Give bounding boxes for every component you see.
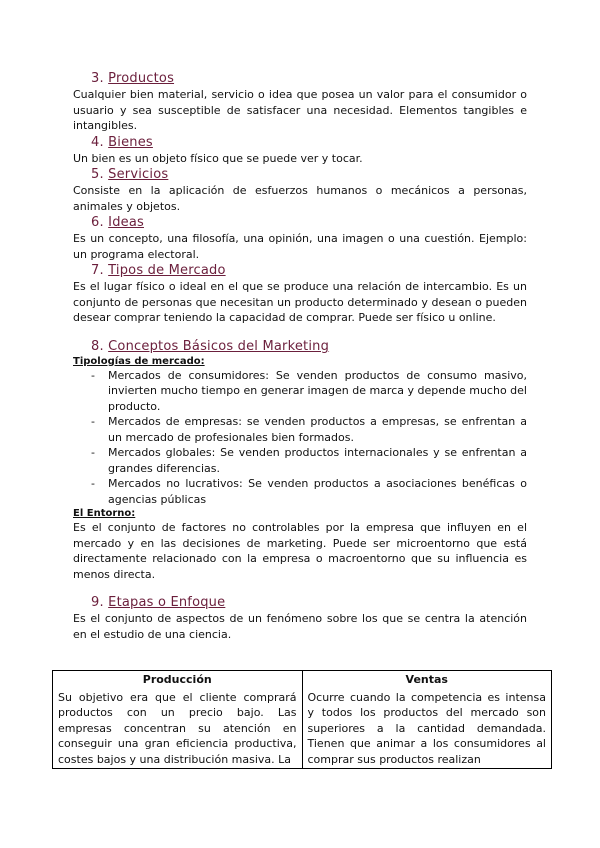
table-row bbox=[53, 689, 552, 769]
heading-ideas: 6. Ideas bbox=[91, 215, 144, 230]
text-productos: Cualquier bien material, servicio o idea que posea un valor para el consumidor o usuario y sea susceptible de satisfacer una necesidad. Elementos tangibles e intangibles. bbox=[73, 88, 527, 132]
document-page bbox=[73, 70, 527, 642]
table-header-row bbox=[53, 671, 552, 689]
spacer bbox=[73, 326, 527, 338]
comparison-table bbox=[52, 670, 552, 769]
heading-bienes: 4. Bienes bbox=[91, 134, 153, 150]
header-ventas: Ventas bbox=[302, 671, 552, 689]
heading-conceptos: 8. Conceptos Básicos del Marketing bbox=[91, 338, 330, 354]
text-etapas: Es el conjunto de aspectos de un fenómeno sobre los que se centra la atención en el estudio de una ciencia. bbox=[73, 612, 527, 641]
tipologias-heading: Tipologías de mercado: bbox=[73, 355, 205, 367]
heading-servicios: 5. Servicios bbox=[91, 167, 169, 182]
cell-produccion: Su objetivo era que el cliente comprará productos con un precio bajo. Las empresas concentran su atención en conseguir una gran eficiencia productiva, costes bajos y una distribución masiva. La bbox=[53, 689, 303, 769]
list-item: - Mercados de consumidores: Se venden productos de consumo masivo, invierten mucho tiempo en generar imagen de marca y depende mucho del producto. bbox=[91, 368, 527, 415]
list-item: - Mercados globales: Se venden productos internacionales y se enfrentan a grandes diferencias. bbox=[91, 445, 527, 476]
text-ideas: Es un concepto, una filosofía, una opinión, una imagen o una cuestión. Ejemplo: un programa electoral. bbox=[73, 232, 527, 261]
text-tipos-mercado: Es el lugar físico o ideal en el que se produce una relación de intercambio. Es un conjunto de personas que necesitan un producto determinado y desean o pueden desear comprar teniendo la capacidad de comprar. Puede ser físico u online. bbox=[73, 280, 527, 324]
tipologias-list bbox=[73, 368, 527, 508]
header-produccion: Producción bbox=[53, 671, 303, 689]
spacer bbox=[73, 582, 527, 594]
text-bienes: Un bien es un objeto físico que se puede ver y tocar. bbox=[73, 151, 363, 165]
heading-productos: 3. Productos bbox=[91, 71, 175, 86]
list-item: - Mercados no lucrativos: Se venden productos a asociaciones benéficas o agencias públicas bbox=[91, 476, 527, 507]
text-entorno: Es el conjunto de factores no controlables por la empresa que influyen en el mercado y en las decisiones de marketing. Puede ser microentorno que está directamente relacionado con la empresa o macroentorno que su influencia es menos directa. bbox=[73, 521, 527, 581]
heading-tipos-mercado: 7. Tipos de Mercado bbox=[91, 263, 226, 278]
heading-etapas: 9. Etapas o Enfoque bbox=[91, 595, 226, 610]
cell-ventas: Ocurre cuando la competencia es intensa y todos los productos del mercado son superiores a la cantidad demandada. Tienen que animar a los consumidores al comprar sus productos realizan bbox=[302, 689, 552, 769]
list-item: - Mercados de empresas: se venden productos a empresas, se enfrentan a un mercado de profesionales bien formados. bbox=[91, 414, 527, 445]
entorno-heading: El Entorno: bbox=[73, 508, 136, 519]
text-servicios: Consiste en la aplicación de esfuerzos humanos o mecánicos a personas, animales y objetos. bbox=[73, 184, 527, 213]
